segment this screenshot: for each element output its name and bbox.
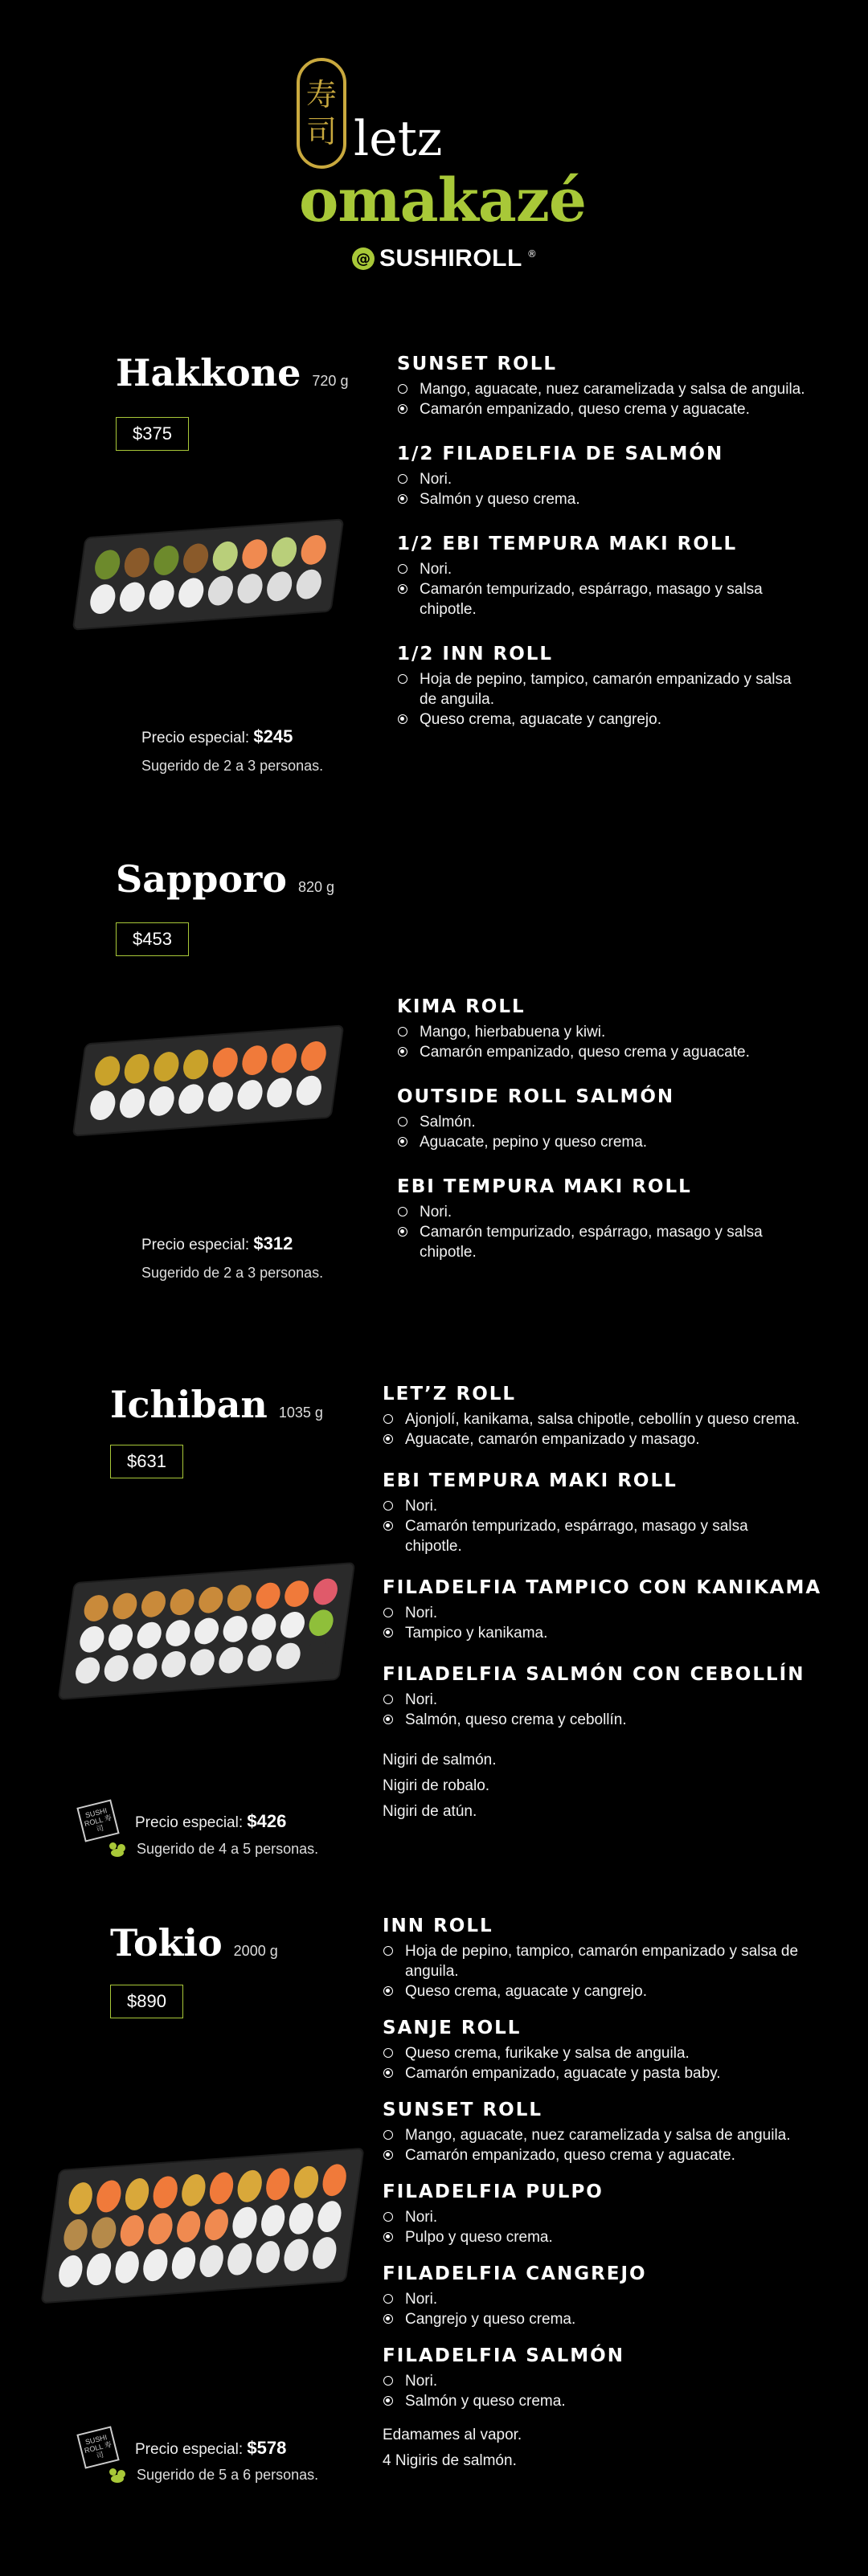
roll-inner-ingredients [383,2309,809,2329]
empty-circle-icon [398,384,407,394]
roll-inner-ingredients [383,2145,809,2165]
empty-circle-icon [398,674,407,684]
roll-inner-ingredients [383,1429,809,1450]
outer-ingredients-text: Nori. [405,2209,438,2226]
roll-inner-ingredients [397,709,807,730]
suggested-servings-text: Sugerido de 2 a 3 personas. [141,758,324,774]
outer-ingredients-text: Ajonjolí, kanikama, salsa chipotle, cebollín y queso crema. [405,1411,800,1428]
empty-circle-icon [398,1117,407,1126]
roll-item [383,1664,809,1730]
roll-title: FILADELFIA SALMÓN CON CEBOLLÍN [383,1664,805,1685]
inner-ingredients-text: Salmón y queso crema. [405,2393,566,2410]
inner-ingredients-text: Camarón tempurizado, espárrago, masago y salsa chipotle. [420,581,763,618]
roll-item [397,644,807,730]
inner-ingredients-text: Pulpo y queso crema. [405,2229,553,2246]
roll-title: FILADELFIA CANGREJO [383,2263,647,2284]
filled-circle-icon [398,1227,407,1237]
package-contents [383,1384,822,1825]
sushi-platter-image [74,1026,342,1135]
special-price [135,1811,286,1832]
roll-outer-ingredients [397,1022,807,1042]
special-price [141,726,293,747]
suggested-servings [109,1841,318,1858]
people-icon [109,1842,129,1857]
roll-title: SUNSET ROLL [397,354,558,374]
roll-outer-ingredients [383,2289,809,2309]
roll-outer-ingredients [383,2371,809,2391]
empty-circle-icon [398,1207,407,1216]
inner-ingredients-text: Salmón, queso crema y cebollín. [405,1711,627,1728]
package-weight: 1035 g [278,1405,323,1421]
filled-circle-icon [383,1715,393,1724]
extras-list [383,2423,809,2474]
roll-title: INN ROLL [383,1916,493,1936]
package-name: Hakkone [116,351,301,395]
outer-ingredients-text: Queso crema, furikake y salsa de anguila. [405,2045,690,2062]
empty-circle-icon [383,1946,393,1956]
sushiroll-stamp-icon: SUSHI ROLL 寿司 [76,1799,119,1842]
filled-circle-icon [398,1047,407,1057]
roll-inner-ingredients [397,579,807,619]
outer-ingredients-text: Nori. [405,1605,438,1621]
roll-outer-ingredients [383,1690,809,1710]
inner-ingredients-text: Camarón empanizado, aguacate y pasta baby. [405,2065,721,2082]
sushiroll-swirl-icon: @ [352,247,375,270]
roll-title: SANJE ROLL [383,2018,522,2038]
extra-item: Nigiri de salmón. [383,1752,497,1768]
roll-title: FILADELFIA PULPO [383,2181,604,2202]
empty-circle-icon [398,1027,407,1037]
extra-item: Edamames al vapor. [383,2427,522,2443]
roll-title: LET’Z ROLL [383,1384,517,1405]
special-price [135,2438,286,2459]
roll-item [383,2345,809,2411]
outer-ingredients-text: Mango, hierbabuena y kiwi. [420,1024,606,1041]
roll-title: EBI TEMPURA MAKI ROLL [397,1176,692,1197]
suggested-servings-text: Sugerido de 5 a 6 personas. [137,2467,319,2483]
roll-inner-ingredients [397,489,807,509]
brand-title-letz: letz [354,111,443,167]
outer-ingredients-text: Nori. [420,471,452,488]
roll-item [397,1086,807,1152]
roll-inner-ingredients [383,1710,809,1730]
filled-circle-icon [398,714,407,724]
outer-ingredients-text: Mango, aguacate, nuez caramelizada y salsa de anguila. [420,381,805,398]
roll-outer-ingredients [397,469,807,489]
brand-title-omakaze: omakazé [299,166,586,235]
roll-outer-ingredients [397,1112,807,1132]
roll-inner-ingredients [397,399,807,419]
roll-item [383,1384,809,1450]
empty-circle-icon [383,2212,393,2222]
roll-title: FILADELFIA TAMPICO CON KANIKAMA [383,1577,822,1598]
filled-circle-icon [398,494,407,504]
filled-circle-icon [383,2068,393,2078]
extra-item: 4 Nigiris de salmón. [383,2452,517,2469]
filled-circle-icon [383,1521,393,1531]
kanji-logo-badge [297,58,346,169]
roll-item [397,444,807,509]
roll-outer-ingredients [383,1496,809,1516]
roll-outer-ingredients [397,379,807,399]
roll-outer-ingredients [383,1603,809,1623]
roll-inner-ingredients [383,2063,809,2083]
outer-ingredients-text: Nori. [420,1204,452,1221]
outer-ingredients-text: Salmón. [420,1114,476,1131]
roll-inner-ingredients [383,2227,809,2247]
roll-item [383,1916,809,2002]
roll-inner-ingredients [397,1132,807,1152]
special-price-amount: $312 [253,1233,293,1253]
special-price-amount: $578 [247,2438,287,2458]
roll-outer-ingredients [383,2125,809,2145]
roll-item [383,1577,822,1643]
inner-ingredients-text: Camarón tempurizado, espárrago, masago y salsa chipotle. [405,1518,748,1555]
extra-item: Nigiri de atún. [383,1803,477,1820]
roll-inner-ingredients [383,1981,809,2002]
filled-circle-icon [383,2150,393,2160]
roll-item [383,2263,809,2329]
roll-outer-ingredients [383,2207,809,2227]
roll-item [383,1470,809,1556]
sushi-platter-image [43,2149,363,2302]
kanji-glyph-1: 寿 [305,77,337,112]
roll-item [397,1176,807,1262]
sushi-platter-image [59,1564,354,1699]
inner-ingredients-text: Queso crema, aguacate y cangrejo. [420,711,662,728]
roll-outer-ingredients [383,1409,809,1429]
roll-outer-ingredients [397,1202,807,1222]
empty-circle-icon [383,2130,393,2140]
package-weight: 2000 g [233,1943,278,1959]
special-price-amount: $426 [247,1811,287,1831]
filled-circle-icon [398,404,407,414]
special-price-label: Precio especial: [135,1814,244,1831]
outer-ingredients-text: Nori. [405,1691,438,1708]
registered-mark: ® [526,248,537,260]
outer-ingredients-text: Hoja de pepino, tampico, camarón empanizado y salsa de anguila. [405,1943,799,1980]
extra-item: Nigiri de robalo. [383,1777,490,1794]
extras-list [383,1748,809,1825]
sushiroll-logo [352,245,537,272]
roll-outer-ingredients [383,2043,809,2063]
package-contents [397,354,807,754]
special-price-label: Precio especial: [141,730,250,746]
empty-circle-icon [383,2294,393,2304]
roll-title: 1/2 INN ROLL [397,644,554,664]
package-title [110,1382,323,1435]
suggested-servings-text: Sugerido de 4 a 5 personas. [137,1841,319,1857]
price-tag: $453 [116,922,189,956]
filled-circle-icon [398,584,407,594]
outer-ingredients-text: Mango, aguacate, nuez caramelizada y salsa de anguila. [405,2127,791,2144]
roll-item [397,534,807,619]
inner-ingredients-text: Cangrejo y queso crema. [405,2311,576,2328]
empty-circle-icon [398,474,407,484]
roll-title: FILADELFIA SALMÓN [383,2345,624,2366]
outer-ingredients-text: Nori. [405,2291,438,2308]
roll-outer-ingredients [383,1941,809,1981]
package-name: Sapporo [116,857,287,901]
roll-title: 1/2 FILADELFIA DE SALMÓN [397,444,724,464]
roll-item [383,2181,809,2247]
filled-circle-icon [398,1137,407,1147]
roll-item [383,2100,809,2165]
price-tag: $631 [110,1445,183,1478]
filled-circle-icon [383,2232,393,2242]
sushiroll-stamp-icon: SUSHI ROLL 寿司 [76,2426,119,2468]
roll-item [397,354,807,419]
roll-inner-ingredients [397,1042,807,1062]
outer-ingredients-text: Nori. [405,1498,438,1515]
sushi-platter-image [74,520,342,628]
filled-circle-icon [383,1434,393,1444]
roll-outer-ingredients [397,559,807,579]
outer-ingredients-text: Nori. [405,2373,438,2390]
roll-title: OUTSIDE ROLL SALMÓN [397,1086,675,1107]
inner-ingredients-text: Camarón empanizado, queso crema y aguacate. [405,2147,735,2164]
roll-inner-ingredients [383,2391,809,2411]
special-price [141,1233,293,1254]
package-name: Tokio [110,1921,223,1965]
inner-ingredients-text: Camarón tempurizado, espárrago, masago y salsa chipotle. [420,1224,763,1261]
filled-circle-icon [383,2314,393,2324]
roll-item [397,996,807,1062]
special-price-label: Precio especial: [141,1237,250,1253]
package-name: Ichiban [110,1383,268,1426]
roll-title: 1/2 EBI TEMPURA MAKI ROLL [397,534,738,554]
inner-ingredients-text: Aguacate, camarón empanizado y masago. [405,1431,700,1448]
roll-inner-ingredients [383,1623,809,1643]
roll-inner-ingredients [397,1222,807,1262]
outer-ingredients-text: Nori. [420,561,452,578]
inner-ingredients-text: Tampico y kanikama. [405,1625,548,1642]
package-title [116,350,348,403]
outer-ingredients-text: Hoja de pepino, tampico, camarón empanizado y salsa de anguila. [420,671,792,708]
inner-ingredients-text: Queso crema, aguacate y cangrejo. [405,1983,648,2000]
filled-circle-icon [383,2396,393,2406]
kanji-glyph-2: 司 [305,114,337,149]
roll-outer-ingredients [397,669,807,709]
empty-circle-icon [383,1695,393,1704]
package-weight: 720 g [312,373,349,389]
empty-circle-icon [383,1414,393,1424]
package-contents [397,996,807,1286]
roll-item [383,2018,809,2083]
empty-circle-icon [383,2376,393,2386]
package-title [116,857,334,910]
roll-inner-ingredients [383,1516,809,1556]
special-price-amount: $245 [253,726,293,746]
empty-circle-icon [383,2048,393,2058]
package-title [110,1920,278,1973]
suggested-servings [141,758,323,775]
empty-circle-icon [398,564,407,574]
inner-ingredients-text: Camarón empanizado, queso crema y aguacate. [420,401,750,418]
empty-circle-icon [383,1608,393,1617]
empty-circle-icon [383,1501,393,1511]
package-weight: 820 g [297,879,334,895]
inner-ingredients-text: Salmón y queso crema. [420,491,580,508]
roll-title: SUNSET ROLL [383,2100,543,2120]
special-price-label: Precio especial: [135,2441,244,2458]
sushiroll-wordmark: SUSHIROLL [379,245,522,272]
roll-title: KIMA ROLL [397,996,526,1017]
roll-title: EBI TEMPURA MAKI ROLL [383,1470,678,1491]
inner-ingredients-text: Aguacate, pepino y queso crema. [420,1134,648,1151]
suggested-servings [141,1265,323,1282]
filled-circle-icon [383,1628,393,1638]
price-tag: $375 [116,417,189,451]
suggested-servings [109,2467,318,2484]
people-icon [109,2468,129,2483]
price-tag: $890 [110,1985,183,2018]
inner-ingredients-text: Camarón empanizado, queso crema y aguacate. [420,1044,750,1061]
package-contents [383,1916,809,2474]
suggested-servings-text: Sugerido de 2 a 3 personas. [141,1265,324,1281]
filled-circle-icon [383,1986,393,1996]
